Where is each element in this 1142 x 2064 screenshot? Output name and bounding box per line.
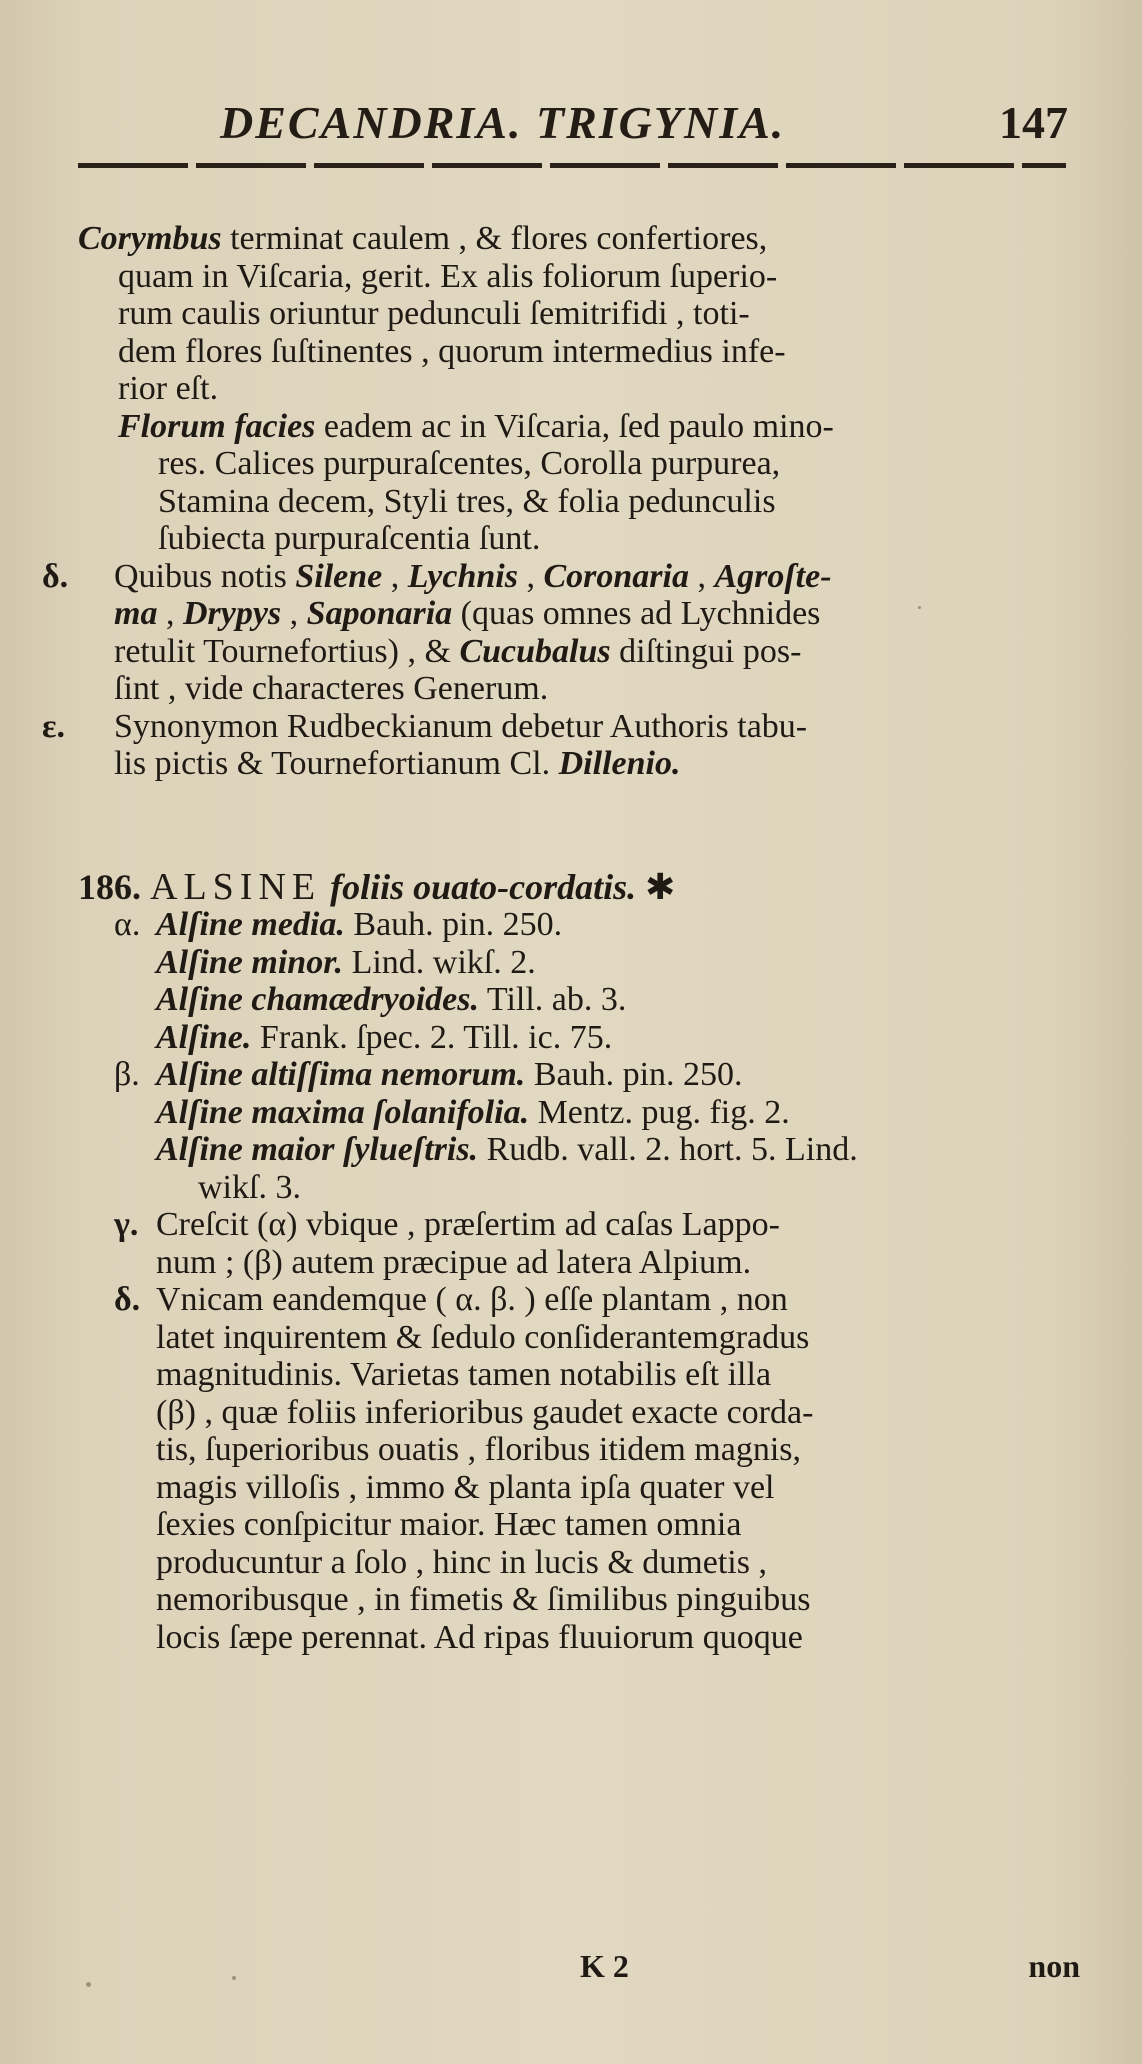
synonym-name: Alſine media. — [156, 906, 345, 943]
text-line: Creſcit (α) vbique , præſertim ad caſas Lappo- — [156, 1206, 780, 1243]
text-line: nemoribusque , in fimetis & ſimilibus pinguibus — [156, 1581, 811, 1618]
text-fragment: retulit Tournefortius) , & — [114, 632, 460, 670]
genus-name: Agroſte- — [714, 557, 832, 595]
entry-descriptor: foliis ouato-cordatis. — [330, 866, 637, 907]
delta-marker: δ. — [42, 557, 69, 595]
synonym-reference: Bauh. pin. 250. — [344, 906, 563, 943]
synonym-reference: Rudb. vall. 2. hort. 5. Lind. — [478, 1131, 858, 1168]
author-name: Dillenio. — [558, 745, 681, 782]
genus-name: Saponaria — [306, 595, 453, 632]
page-footer — [580, 1948, 1080, 1988]
greek-marker: β. — [114, 1056, 140, 1093]
text-line: num ; (β) autem præcipue ad latera Alpium. — [156, 1243, 752, 1281]
text-fragment: Quibus notis — [114, 557, 296, 595]
text-line: rum caulis oriuntur pedunculi ſemitrifidi , toti- — [118, 295, 750, 332]
label-corymbus: Corymbus — [78, 220, 222, 257]
synonym-reference: Till. ab. 3. — [478, 981, 627, 1018]
synonym-line — [78, 906, 1078, 944]
text-line: Synonymon Rudbeckianum debetur Authoris tabu- — [114, 707, 808, 745]
paragraph-entry-delta — [78, 1281, 1078, 1656]
text-line: res. Calices purpuraſcentes, Corolla purpurea, — [158, 445, 781, 482]
text-fragment: , — [688, 557, 715, 595]
delta-marker: δ. — [114, 1281, 141, 1318]
text-fragment: lis pictis & Tournefortianum Cl. — [114, 745, 559, 782]
synonym-line — [78, 1094, 1078, 1132]
synonym-line — [78, 1019, 1078, 1057]
body-text — [42, 220, 1078, 1656]
text-line: magnitudinis. Varietas tamen notabilis eſt illa — [156, 1356, 772, 1393]
synonym-reference: Lind. wikſ. 2. — [343, 943, 536, 981]
text-line: quam in Viſcaria, gerit. Ex alis foliorum ſuperio- — [118, 257, 778, 295]
text-line: eadem ac in Viſcaria, ſed paulo mino- — [315, 407, 834, 445]
catchword: non — [1028, 1948, 1080, 1984]
entry-number: 186. — [78, 866, 141, 907]
synonym-name: Alſine chamædryoides. — [156, 981, 479, 1018]
text-fragment: , — [281, 595, 307, 632]
text-fragment: , — [157, 595, 183, 632]
text-line: tis, ſuperioribus ouatis , floribus itidem magnis, — [156, 1431, 802, 1468]
header-rule — [78, 163, 1066, 168]
paper-speck — [918, 606, 921, 609]
label-florum-facies: Florum facies — [118, 407, 316, 445]
text-line: rior eſt. — [118, 370, 219, 407]
synonym-line — [78, 981, 1078, 1019]
text-line: dem flores ſuſtinentes , quorum intermedius infe- — [118, 332, 786, 370]
text-line: ſubiecta purpuraſcentia ſunt. — [158, 520, 541, 557]
text-fragment: , — [517, 557, 544, 595]
paper-speck — [232, 1976, 236, 1980]
genus-name: Drypys — [182, 595, 282, 632]
text-line: locis ſæpe perennat. Ad ripas fluuiorum quoque — [156, 1618, 803, 1656]
paper-speck — [86, 1982, 91, 1987]
entry-heading — [78, 865, 1078, 908]
synonym-name: Alſine minor. — [156, 943, 344, 981]
synonym-list — [78, 906, 1078, 1206]
synonym-name: Alſine maior ſylueſtris. — [156, 1131, 479, 1168]
synonym-name: Alſine altiſſima nemorum. — [156, 1056, 526, 1093]
section-gap — [78, 783, 1078, 869]
genus-name: Lychnis — [407, 557, 518, 595]
synonym-line — [78, 1169, 1078, 1207]
greek-marker: α. — [114, 906, 141, 943]
epsilon-marker: ε. — [42, 707, 66, 745]
text-line: (β) , quæ foliis inferioribus gaudet exacte corda- — [156, 1393, 814, 1431]
paragraph-epsilon-notes — [42, 707, 1078, 783]
genus-name: Silene — [295, 557, 383, 595]
text-line: ſexies conſpicitur maior. Hæc tamen omnia — [156, 1506, 742, 1543]
running-title: DECANDRIA. TRIGYNIA. — [220, 97, 786, 148]
synonym-reference: Frank. ſpec. 2. Till. ic. 75. — [251, 1018, 613, 1056]
synonym-line — [78, 1131, 1078, 1169]
signature-mark: K 2 — [580, 1948, 629, 1984]
genus-name: Cucubalus — [459, 632, 611, 670]
genus-title: ALSINE — [150, 865, 322, 908]
synonym-line — [78, 1056, 1078, 1094]
synonym-reference: Bauh. pin. 250. — [525, 1056, 743, 1093]
page-number: 147 — [999, 97, 1068, 148]
page-header — [220, 96, 1080, 156]
paragraph-delta-notes — [42, 557, 1078, 708]
text-line: latet inquirentem & ſedulo conſiderantemgradus — [156, 1318, 810, 1356]
synonym-reference: wikſ. 3. — [198, 1168, 301, 1206]
genus-name: ma — [114, 595, 158, 632]
text-line: Vnicam eandemque ( α. β. ) eſſe plantam , non — [156, 1281, 788, 1318]
text-fragment: , — [382, 557, 408, 595]
gamma-marker: γ. — [114, 1206, 139, 1243]
paragraph-gamma — [78, 1206, 1078, 1281]
text-line: ſint , vide characteres Generum. — [114, 670, 549, 707]
synonym-name: Alſine. — [156, 1018, 252, 1056]
text-fragment: diſtingui pos- — [610, 632, 802, 670]
text-line: Stamina decem, Styli tres, & folia pedunculis — [158, 482, 776, 520]
paragraph-florum — [78, 408, 1078, 558]
star-icon: ✱ — [645, 866, 676, 907]
text-line: terminat caulem , & flores confertiores, — [221, 220, 768, 257]
text-fragment: (quas omnes ad Lychnides — [452, 595, 821, 632]
text-line: magis villoſis , immo & planta ipſa quater vel — [156, 1468, 775, 1506]
text-line: producuntur a ſolo , hinc in lucis & dumetis , — [156, 1543, 767, 1581]
genus-name: Coronaria — [543, 557, 689, 595]
synonym-name: Alſine maxima ſolanifolia. — [156, 1093, 530, 1131]
synonym-line — [78, 944, 1078, 982]
synonym-reference: Mentz. pug. fig. 2. — [529, 1093, 790, 1131]
paragraph-corymbus — [78, 220, 1078, 408]
